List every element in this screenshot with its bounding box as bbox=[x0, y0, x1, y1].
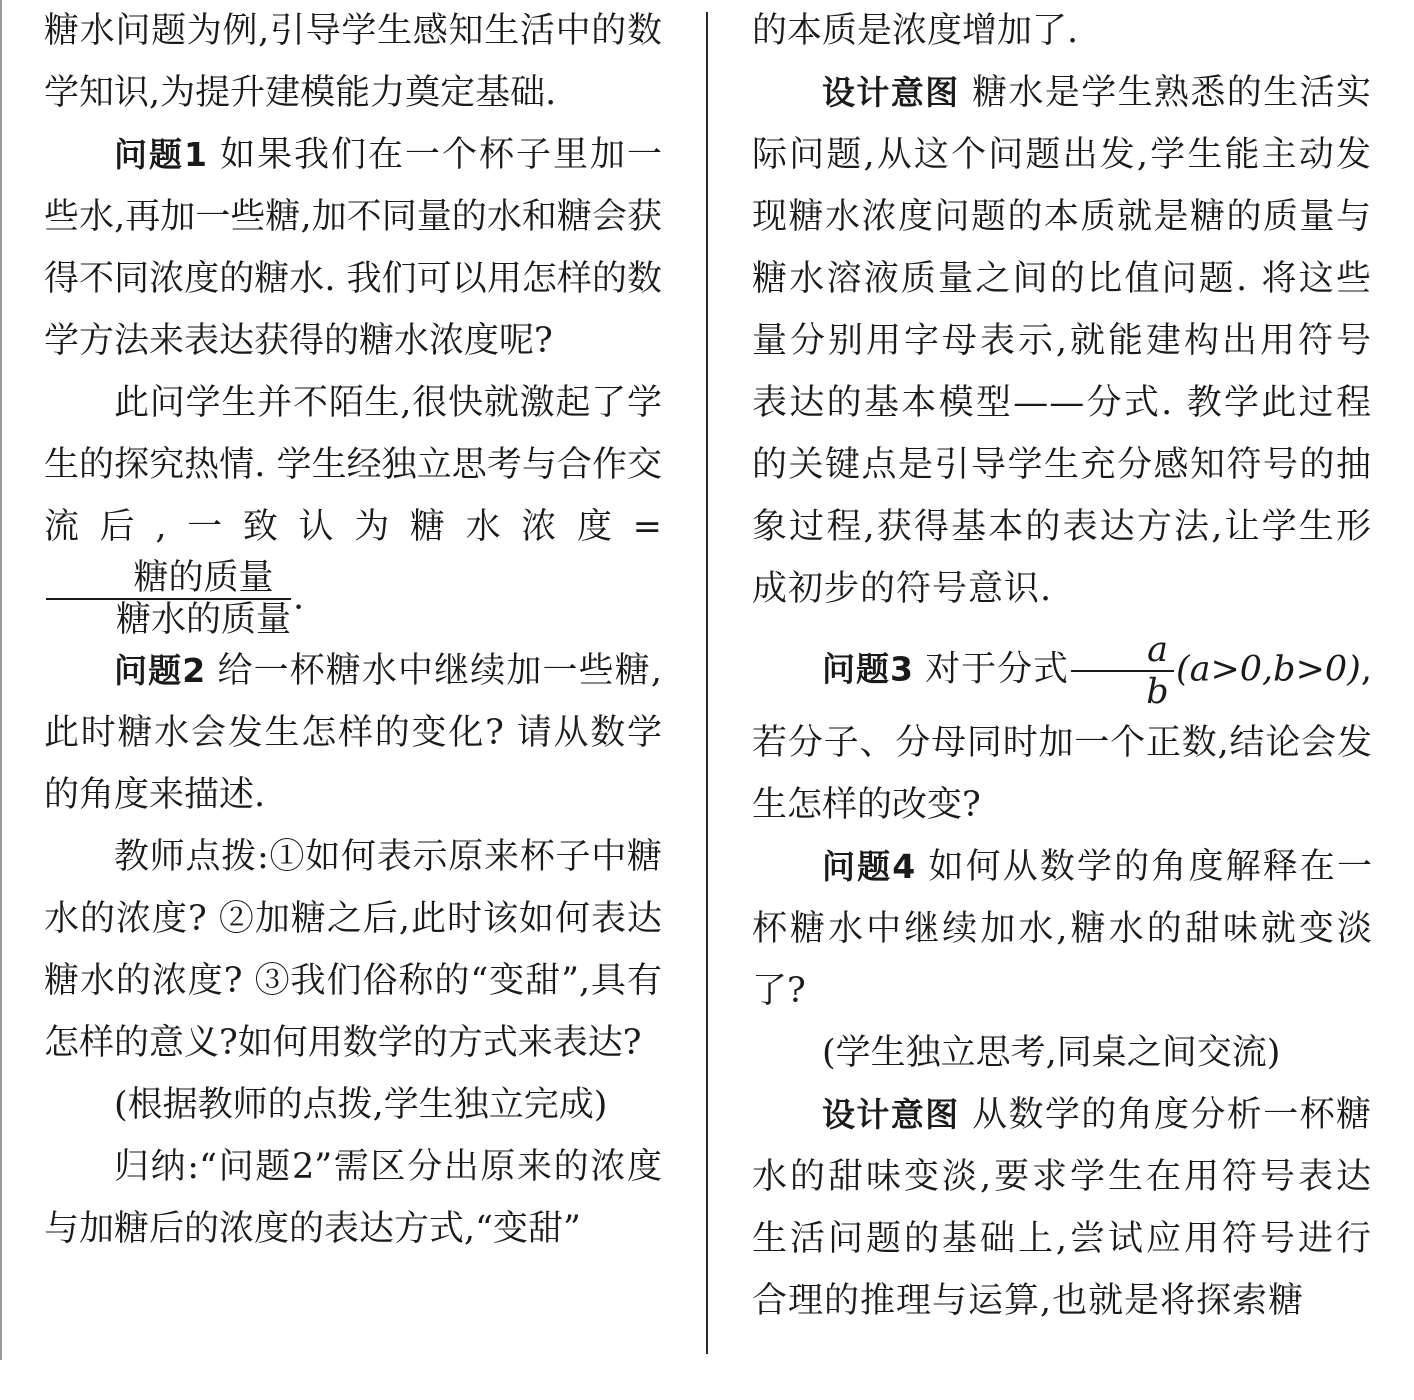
fraction-denominator: 糖水的质量 bbox=[116, 600, 292, 640]
left-paragraph-2 bbox=[44, 372, 662, 640]
question-2-text: 给一杯糖水中继续加一些糖,此时糖水会发生怎样的变化? 请从数学的角度来描述. bbox=[44, 651, 662, 815]
left-paragraph-4: (根据教师的点拨,学生独立完成) bbox=[114, 1085, 608, 1125]
design-intent-1-text: 糖水是学生熟悉的生活实际问题,从这个问题出发,学生能主动发现糖水浓度问题的本质就是糖的质量与糖水溶液质量之间的比值问题. 将这些量分别用字母表示,就能建构出用符号表达的基本模型——分式. 教学此过程的关键点是引导学生充分感知符号的抽象过程,获得基本的表达方法,让学生形成初步的符号意识. bbox=[752, 73, 1372, 609]
right-paragraph-2: (学生独立思考,同桌之间交流) bbox=[822, 1033, 1281, 1073]
question-2 bbox=[44, 640, 662, 826]
summary-paragraph: 归纳:“问题2”需区分出原来的浓度与加糖后的浓度的表达方式,“变甜” bbox=[44, 1147, 662, 1249]
page-edge-line bbox=[0, 0, 2, 1360]
ab-denominator: b bbox=[1146, 672, 1169, 712]
design-intent-1-label: 设计意图 bbox=[822, 73, 960, 112]
left-paragraph-2-after: . bbox=[293, 577, 305, 618]
ab-fraction bbox=[1071, 630, 1174, 712]
right-column bbox=[752, 0, 1372, 1400]
question-4-label: 问题4 bbox=[822, 847, 916, 886]
design-intent-2 bbox=[752, 1084, 1372, 1332]
left-paragraph-2-before: 此问学生并不陌生,很快就激起了学生的探究热情. 学生经独立思考与合作交流后,一致认为糖水浓度= bbox=[44, 383, 662, 547]
question-2-label: 问题2 bbox=[114, 651, 206, 690]
question-3-before: 对于分式 bbox=[925, 649, 1070, 690]
concentration-fraction bbox=[46, 558, 291, 640]
question-4 bbox=[752, 836, 1372, 1022]
left-column bbox=[44, 0, 662, 1400]
question-3-label: 问题3 bbox=[822, 649, 913, 689]
question-1 bbox=[44, 124, 662, 372]
design-intent-2-label: 设计意图 bbox=[822, 1095, 960, 1134]
ab-numerator: a bbox=[1071, 630, 1174, 672]
right-paragraph-1: 的本质是浓度增加了. bbox=[752, 11, 1079, 51]
teacher-hint: 教师点拨:①如何表示原来杯子中糖水的浓度? ②加糖之后,此时该如何表达糖水的浓度? ③我们俗称的“变甜”,具有怎样的意义?如何用数学的方式来表达? bbox=[44, 837, 662, 1063]
question-3-after: ,若分子、分母同时加一个正数,结论会发生怎样的改变? bbox=[752, 649, 1372, 825]
question-4-text: 如何从数学的角度解释在一杯糖水中继续加水,糖水的甜味就变淡了? bbox=[752, 847, 1372, 1011]
fraction-numerator: 糖的质量 bbox=[46, 558, 291, 600]
design-intent-2-text: 从数学的角度分析一杯糖水的甜味变淡,要求学生在用符号表达生活问题的基础上,尝试应用符号进行合理的推理与运算,也就是将探索糖 bbox=[752, 1095, 1372, 1321]
question-3-condition: (a>0,b>0) bbox=[1175, 649, 1361, 690]
question-3 bbox=[752, 630, 1372, 836]
design-intent-1 bbox=[752, 62, 1372, 620]
question-1-text: 如果我们在一个杯子里加一些水,再加一些糖,加不同量的水和糖会获得不同浓度的糖水. 我们可以用怎样的数学方法来表达获得的糖水浓度呢? bbox=[44, 135, 662, 361]
question-1-label: 问题1 bbox=[114, 135, 207, 174]
left-paragraph-1: 糖水问题为例,引导学生感知生活中的数学知识,为提升建模能力奠定基础. bbox=[44, 11, 662, 113]
column-divider bbox=[706, 12, 708, 1354]
